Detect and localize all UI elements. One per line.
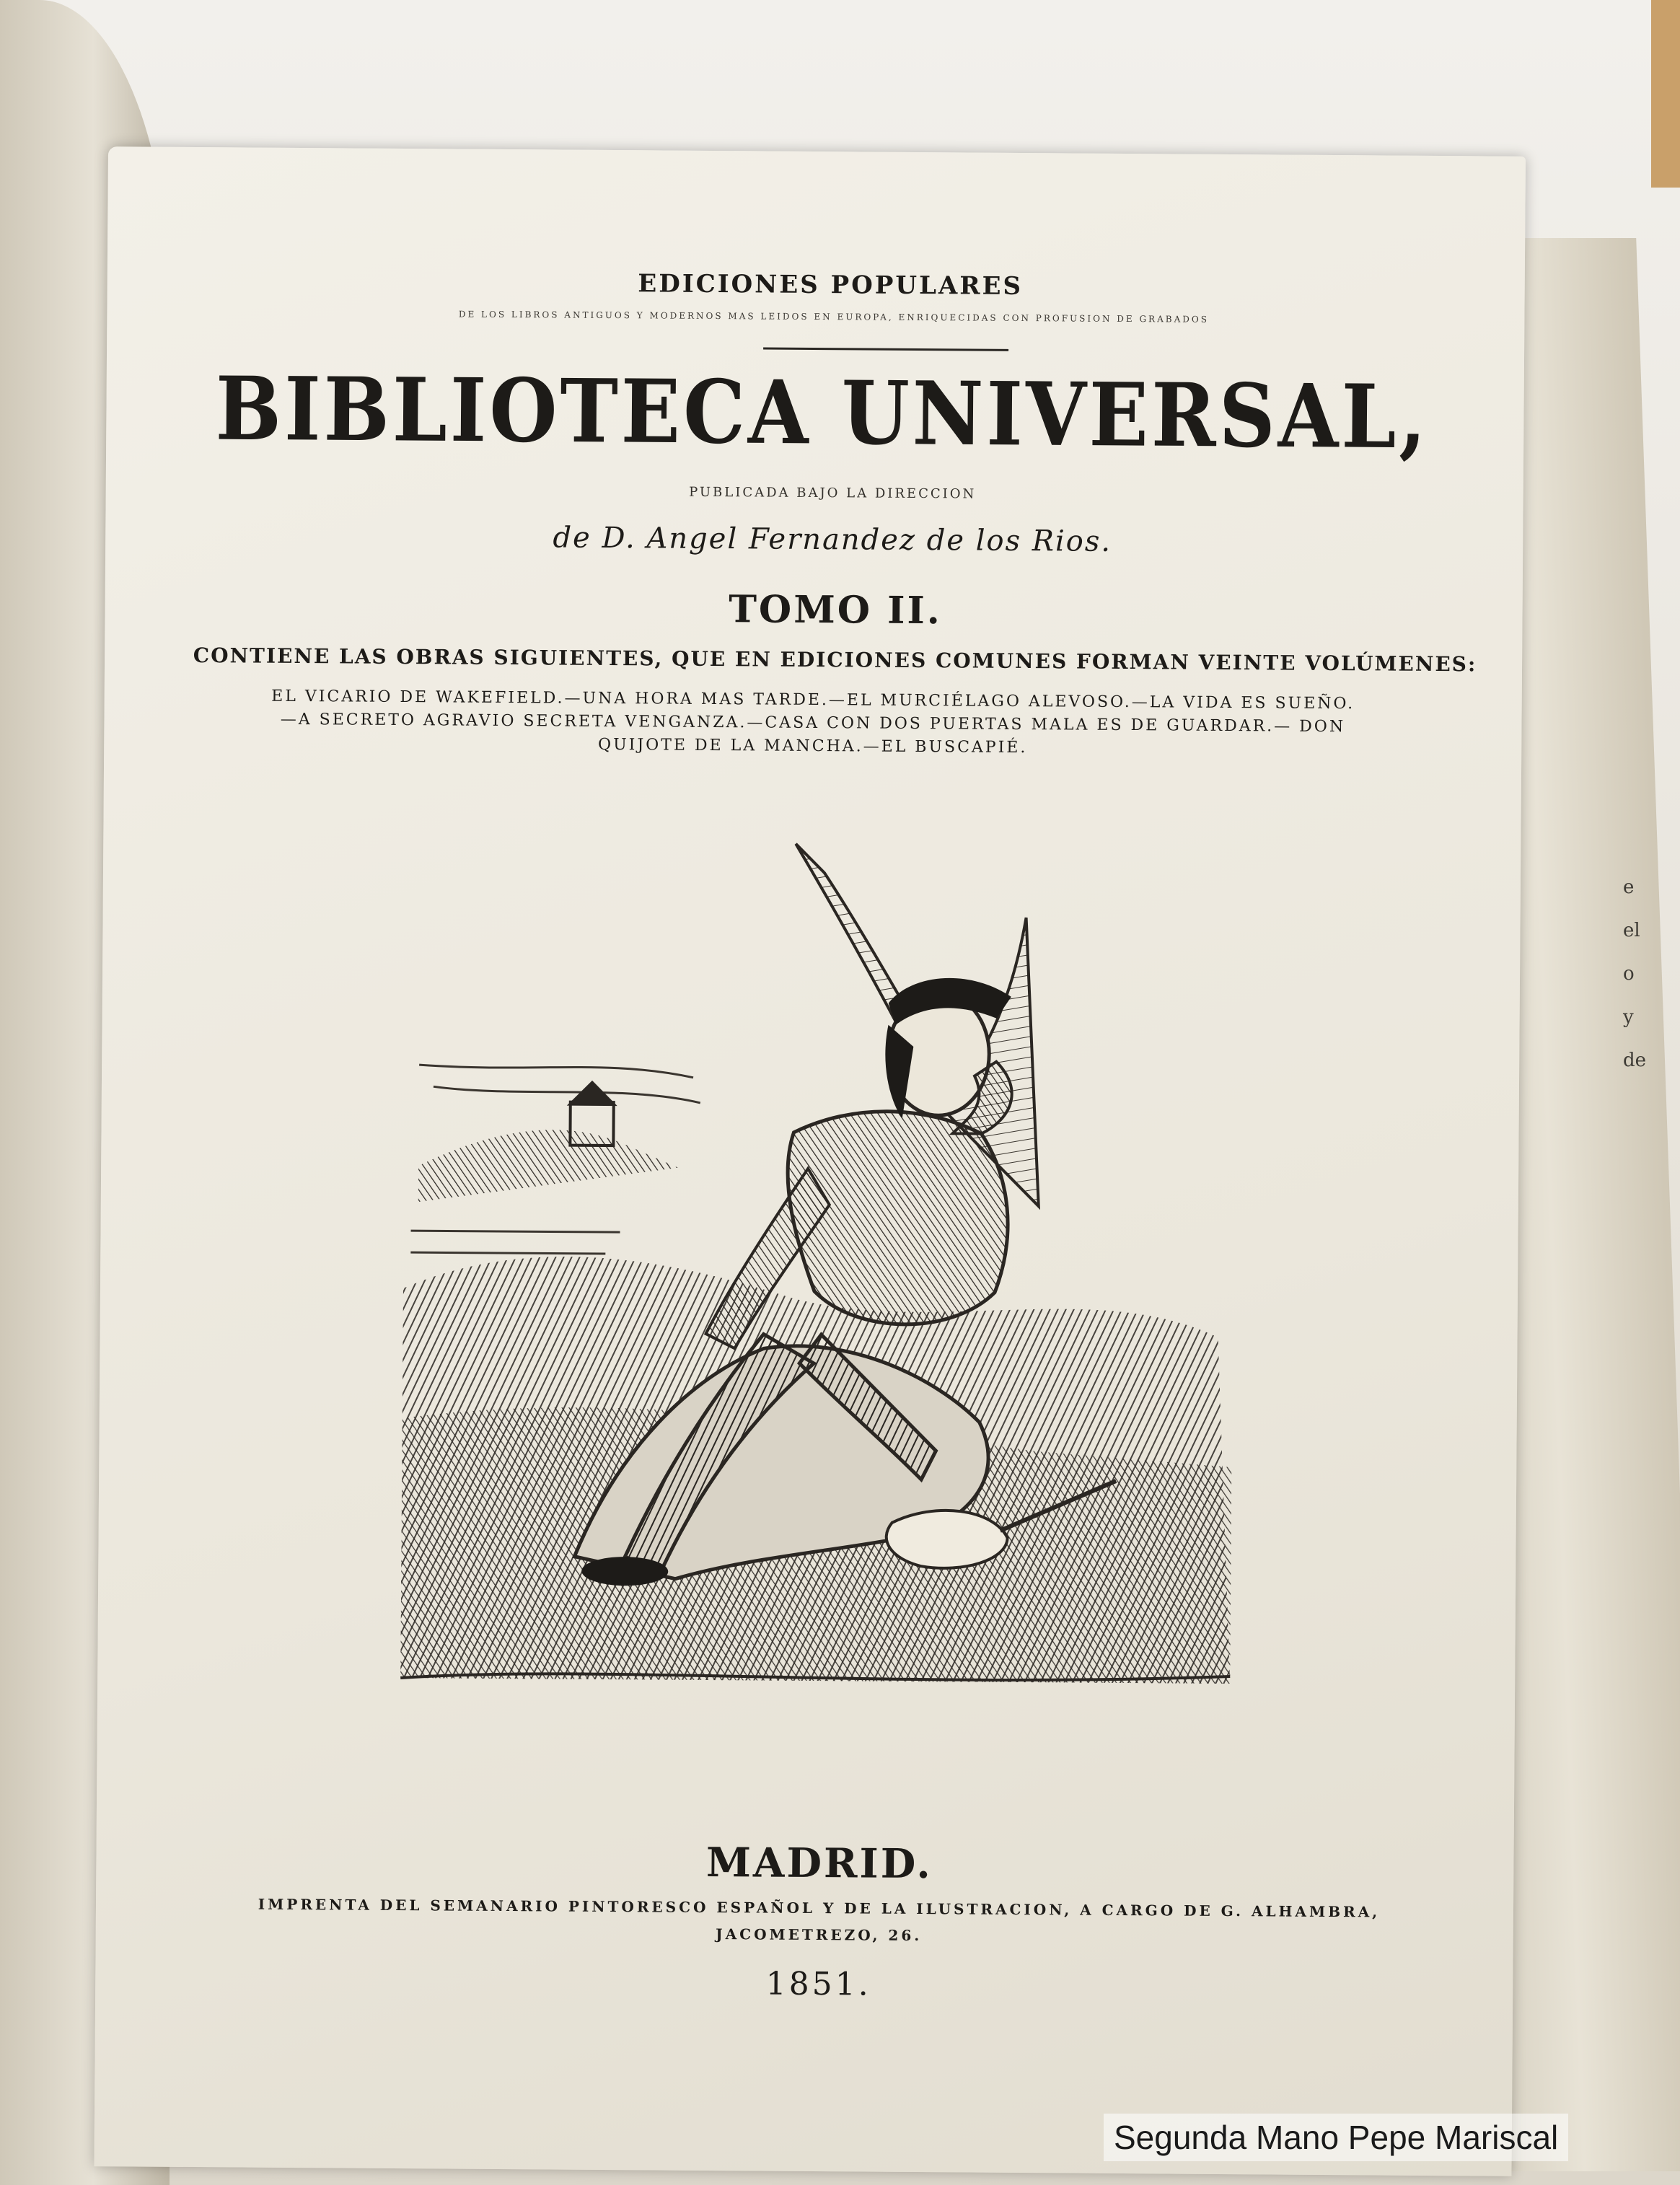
under-page-letter: el <box>1623 920 1640 941</box>
imprint-address: JACOMETREZO, 26. <box>716 1925 923 1945</box>
editor-line: de D. Angel Fernandez de los Rios. <box>553 521 1112 558</box>
under-page-text <box>1623 866 1659 1371</box>
title-rule <box>763 347 1008 351</box>
imprint-city: MADRID. <box>705 1838 933 1889</box>
imprint-year: 1851. <box>765 1965 871 2003</box>
works-list: EL VICARIO DE WAKEFIELD.—UNA HORA MAS TARDE.—EL MURCIÉLAGO ALEVOSO.—LA VIDA ES SUEÑO.—A SECRETO AGRAVIO SECRETA VENGANZA.—CASA CON DOS PUERTAS MALA ES DE GUARDAR.— DON QUIJOTE DE LA MANCHA.—EL BUSCAPIÉ. <box>271 687 1355 757</box>
engraving-illustration <box>386 827 1250 1698</box>
under-page-letter: de <box>1623 1050 1647 1071</box>
under-page-letter: e <box>1623 876 1635 898</box>
imprint-printer: IMPRENTA DEL SEMANARIO PINTORESCO ESPAÑOL Y DE LA ILUSTRACION, A CARGO DE G. ALHAMBRA, <box>258 1895 1381 1921</box>
direction-line: PUBLICADA BAJO LA DIRECCION <box>689 484 977 502</box>
contents-heading: CONTIENE LAS OBRAS SIGUIENTES, QUE EN EDICIONES COMUNES FORMAN VEINTE VOLÚMENES: <box>193 643 1477 677</box>
watermark: Segunda Mano Pepe Mariscal <box>1104 2114 1568 2161</box>
main-title: BIBLIOTECA UNIVERSAL, <box>215 358 1430 469</box>
table-edge <box>1651 0 1680 188</box>
series-title: EDICIONES POPULARES <box>638 269 1024 301</box>
title-page <box>94 146 1525 2176</box>
under-page-letter: o <box>1623 963 1635 985</box>
volume-number: TOMO II. <box>728 587 943 633</box>
series-subtitle: DE LOS LIBROS ANTIGUOS Y MODERNOS MAS LEIDOS EN EUROPA, ENRIQUECIDAS CON PROFUSION DE GRABADOS <box>458 309 1209 325</box>
under-page-letter: y <box>1623 1006 1634 1028</box>
